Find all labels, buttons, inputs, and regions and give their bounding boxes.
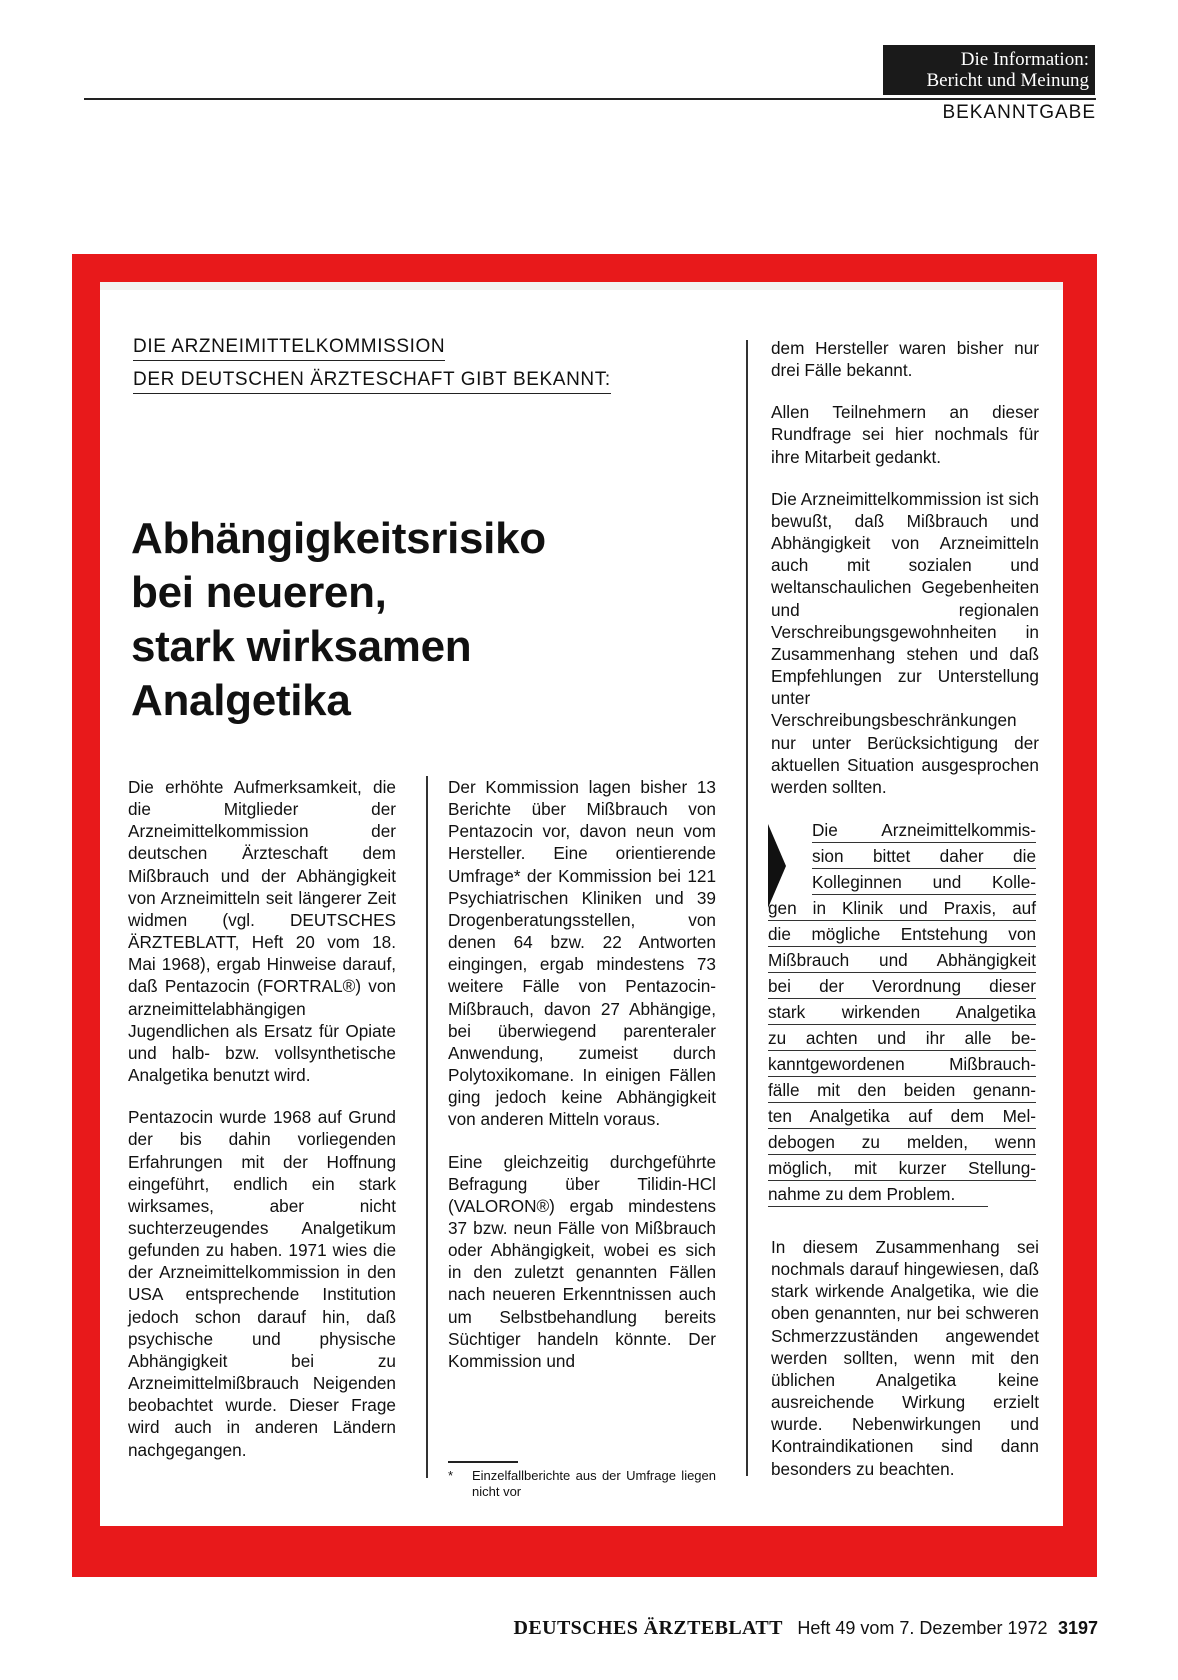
callout-line: Kolleginnen und Kolle- <box>812 870 1036 895</box>
callout-line: gen in Klinik und Praxis, auf <box>768 896 1036 921</box>
column-2 <box>448 776 716 1392</box>
paragraph: Eine gleichzeitig durchgeführte Befragung über Tilidin-HCl (VALORON®) ergab mindestens 37 bzw. neun Fälle von Mißbrauch oder Abhängigkeit, wobei es sich in den zuletzt genannten Fällen nach neueren Erkenntnissen auch um Selbstbehandlung bereits Süchtiger handeln könnte. Der Kommission und <box>448 1151 716 1371</box>
column-1 <box>128 776 396 1481</box>
paragraph: dem Hersteller waren bisher nur drei Fälle bekannt. <box>771 338 1039 381</box>
kicker <box>133 334 693 400</box>
header-rule <box>84 98 1096 100</box>
paragraph: Pentazocin wurde 1968 auf Grund der bis dahin vorliegenden Erfahrungen mit der Hoffnung eingeführt, endlich ein stark wirksames, aber nicht suchterzeugendes Analgetikum gefunden zu haben. 1971 wies die der Arzneimittelkommission in den USA entsprechende Institution jedoch schon darauf hin, daß psychische und physische Abhängigkeit bei zu Arzneimittelmißbrauch Neigenden beobachtet wurde. Dieser Frage wird auch in anderen Ländern nachgegangen. <box>128 1107 396 1460</box>
callout-line: bei der Verordnung dieser <box>768 974 1036 999</box>
callout-line: Mißbrauch und Abhängigkeit <box>768 948 1036 973</box>
callout-line: kanntgewordenen Mißbrauch- <box>768 1052 1036 1077</box>
callout-line: zu achten und ihr alle be- <box>768 1026 1036 1051</box>
headline <box>131 512 691 728</box>
callout-line: debogen zu melden, wenn <box>768 1130 1036 1155</box>
callout-line: ten Analgetika auf dem Mel- <box>768 1104 1036 1129</box>
column-divider <box>426 776 428 1478</box>
panel-shade <box>100 282 1063 290</box>
paragraph: Die erhöhte Aufmerksamkeit, die die Mitglieder der Arzneimittelkommission der deutschen Ärzteschaft dem Mißbrauch und der Abhängigkeit von Arzneimitteln seit längerer Zeit widmen (vgl. DEUTSCHES ÄRZTEBLATT, Heft 20 vom 18. Mai 1968), ergab Hinweise darauf, daß Pentazocin (FORTRAL®) von arzneimittelabhängigen Jugendlichen als Ersatz für Opiate und halb- bzw. vollsynthetische Analgetika benutzt wird. <box>128 777 396 1086</box>
footnote <box>448 1468 716 1500</box>
headline-line: bei neueren, <box>131 568 387 617</box>
callout-line: fälle mit den beiden genann- <box>768 1078 1036 1103</box>
journal-name: DEUTSCHES ÄRZTEBLATT <box>513 1617 783 1639</box>
column-divider <box>746 340 748 1476</box>
kicker-line-2: DER DEUTSCHEN ÄRZTESCHAFT GIBT BEKANNT: <box>133 367 611 394</box>
headline-line: Abhängigkeitsrisiko <box>131 514 546 563</box>
callout-line: möglich, mit kurzer Stellung- <box>768 1156 1036 1181</box>
footnote-marker: * <box>448 1468 454 1483</box>
headline-line: stark wirksamen <box>131 622 472 671</box>
paragraph: In diesem Zusammenhang sei nochmals darauf hingewiesen, daß stark wirkende Analgetika, wie die oben genannten, nur bei schweren Schmerzzuständen angewendet werden sollten, wenn mit den üblichen Analgetika keine ausreichende Wirkung erzielt wurde. Nebenwirkungen und Kontraindikationen sind dann besonders zu beachten. <box>771 1237 1039 1479</box>
kicker-line-1: DIE ARZNEIMITTELKOMMISSION <box>133 334 445 361</box>
callout-line: die mögliche Entstehung von <box>768 922 1036 947</box>
paragraph: Allen Teilnehmern an dieser Rundfrage sei hier nochmals für ihre Mitarbeit gedankt. <box>771 402 1039 467</box>
callout-line: stark wirkenden Analgetika <box>768 1000 1036 1025</box>
callout-line: nahme zu dem Problem. <box>768 1182 988 1207</box>
headline-line: Analgetika <box>131 676 351 725</box>
column-3-closing <box>771 1236 1039 1480</box>
page-footer <box>430 1617 1098 1640</box>
column-3 <box>771 337 1039 818</box>
page-number: 3197 <box>1057 1618 1098 1638</box>
rubric-line-2: Bericht und Meinung <box>926 70 1089 91</box>
paragraph: Die Arzneimittelkommission ist sich bewußt, daß Mißbrauch und Abhängigkeit von Arzneimitteln auch mit sozialen und weltanschaulichen Gegebenheiten und regionalen Verschreibungsgewohnheiten in Zusammenhang stehen und daß Empfehlungen zur Unterstellung unter Verschreibungsbeschränkungen nur unter Berücksichtigung der aktuellen Situation ausgesprochen werden sollten. <box>771 488 1039 797</box>
section-label: BEKANNTGABE <box>942 102 1096 123</box>
rubric-line-1: Die Information: <box>960 49 1089 70</box>
paragraph: Der Kommission lagen bisher 13 Berichte über Mißbrauch von Pentazocin vor, davon neun vom Hersteller. Eine orientierende Umfrage* der Kommission bei 121 Psychiatrischen Kliniken und 39 Drogenberatungsstellen, von denen 64 bzw. 22 Antworten eingingen, ergab mindestens 73 weitere Fälle von Pentazocin-Mißbrauch, davon 27 Abhängige, bei überwiegend parenteraler Anwendung, zumeist durch Polytoxikomane. In einigen Fällen ging jedoch keine Abhängigkeit von anderen Mitteln voraus. <box>448 777 716 1130</box>
rubric-box <box>883 45 1095 95</box>
issue-info: Heft 49 vom 7. Dezember 1972 <box>797 1618 1048 1638</box>
callout-line: Die Arzneimittelkommis- <box>812 818 1036 843</box>
callout-line: sion bittet daher die <box>812 844 1036 869</box>
footnote-rule <box>448 1461 518 1463</box>
footnote-text: Einzelfallberichte aus der Umfrage liegen nicht vor <box>472 1468 716 1499</box>
